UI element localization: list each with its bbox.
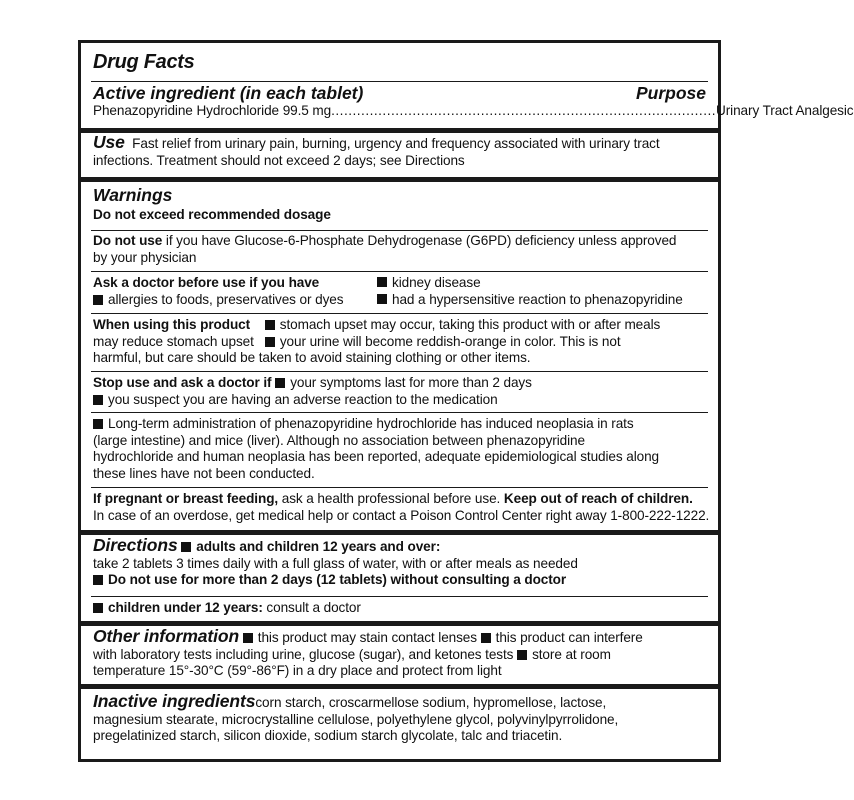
other-item-2a: this product can interfere	[495, 630, 643, 645]
active-ingredient-section	[81, 83, 854, 120]
when-item-1b: may reduce stomach upset	[93, 333, 254, 349]
children-block	[81, 600, 718, 617]
when-using-label: When using this product	[93, 317, 251, 332]
long-term-block	[81, 416, 718, 482]
other-item-3a: store at room	[532, 646, 611, 662]
drug-facts-title: Drug Facts	[93, 51, 195, 73]
inactive-line-3: pregelatinized starch, silicon dioxide, sodium starch glycolate, talc and triacetin.	[93, 728, 563, 744]
ask-item-allergies: allergies to foods, preservatives or dyes	[108, 291, 344, 307]
warnings-heading: Warnings	[93, 185, 173, 205]
divider	[91, 271, 708, 272]
bullet-icon	[481, 633, 491, 643]
bullet-icon	[377, 294, 387, 304]
other-info-section	[81, 628, 718, 680]
bullet-icon	[265, 320, 275, 330]
section-divider	[81, 177, 718, 182]
bullet-icon	[265, 337, 275, 347]
long-term-3: hydrochloride and human neoplasia has been reported, adequate epidemiological studies along	[93, 449, 660, 465]
directions-heading: Directions	[93, 535, 178, 555]
inactive-heading: Inactive ingredients	[93, 691, 256, 711]
bullet-icon	[93, 419, 103, 429]
use-text-1: Fast relief from urinary pain, burning, urgency and frequency associated with urinary tract	[132, 136, 660, 151]
stop-item-2: you suspect you are having an adverse reaction to the medication	[108, 391, 498, 407]
dosage-warning: Do not exceed recommended dosage	[93, 207, 331, 222]
active-ingredient-name: Phenazopyridine Hydrochloride 99.5 mg	[93, 103, 332, 118]
use-heading: Use	[93, 132, 125, 152]
section-divider	[81, 128, 718, 133]
inactive-line-2: magnesium stearate, microcrystalline cellulose, polyethylene glycol, polyvinylpyrrolidone,	[93, 711, 619, 727]
do-not-use-label: Do not use	[93, 233, 163, 248]
when-item-1a: stomach upset may occur, taking this product with or after meals	[279, 317, 661, 332]
when-item-2a: your urine will become reddish-orange in color. This is not	[279, 333, 621, 349]
divider	[91, 596, 708, 597]
do-not-use-text: if you have Glucose-6-Phosphate Dehydrogenase (G6PD) deficiency unless approved	[162, 233, 677, 248]
keep-out-reach: Keep out of reach of children.	[503, 491, 693, 506]
directions-section	[81, 537, 718, 589]
leader-dots: ..........................................................................................	[331, 103, 717, 118]
bullet-icon	[93, 295, 103, 305]
purpose-value: Urinary Tract Analgesic	[716, 103, 854, 118]
drug-facts-panel	[78, 40, 854, 762]
do-not-use-long: Do not use for more than 2 days (12 tablets) without consulting a doctor	[108, 572, 567, 588]
other-item-2b: with laboratory tests including urine, glucose (sugar), and ketones tests	[93, 646, 514, 662]
divider	[91, 412, 708, 413]
stop-item-1: your symptoms last for more than 2 days	[290, 375, 532, 390]
long-term-2: (large intestine) and mice (liver). Although no association between phenazopyridine	[93, 432, 585, 448]
use-section	[81, 134, 718, 169]
bullet-icon	[377, 277, 387, 287]
bullet-icon	[93, 395, 103, 405]
stop-use-label: Stop use and ask a doctor if	[93, 375, 272, 390]
ask-item-hypersensitive: had a hypersensitive reaction to phenazopyridine	[392, 291, 683, 307]
long-term-4: these lines have not been conducted.	[93, 465, 315, 481]
adults-label: adults and children 12 years and over:	[196, 539, 441, 554]
divider	[91, 313, 708, 314]
pregnant-block	[81, 491, 718, 524]
divider	[91, 81, 708, 82]
divider	[91, 371, 708, 372]
long-term-1: Long-term administration of phenazopyridine hydrochloride has induced neoplasia in rats	[108, 416, 634, 431]
do-not-use-block	[81, 233, 718, 266]
adults-text: take 2 tablets 3 times daily with a full glass of water, with or after meals as needed	[93, 555, 578, 571]
pregnant-text: ask a health professional before use.	[278, 491, 504, 506]
warnings-heading-block	[81, 185, 718, 224]
other-info-heading: Other information	[93, 626, 240, 646]
ask-doctor-block	[81, 275, 718, 308]
other-item-3b: temperature 15°-30°C (59°-86°F) in a dry place and protect from light	[93, 663, 502, 679]
bullet-icon	[181, 542, 191, 552]
ask-item-kidney: kidney disease	[392, 275, 481, 290]
divider	[91, 487, 708, 488]
purpose-heading: Purpose	[635, 83, 706, 103]
children-text: consult a doctor	[262, 600, 361, 615]
bullet-icon	[517, 650, 527, 660]
pregnant-label: If pregnant or breast feeding,	[93, 491, 279, 506]
overdose-text: In case of an overdose, get medical help or contact a Poison Control Center right away 1-800-222-1222.	[93, 507, 710, 523]
inactive-section	[81, 693, 718, 745]
stop-use-block	[81, 375, 718, 408]
when-using-block	[81, 317, 718, 367]
inactive-line-1: corn starch, croscarmellose sodium, hypromellose, lactose,	[255, 695, 607, 710]
bullet-icon	[93, 575, 103, 585]
when-item-2b: harmful, but care should be taken to avoid staining clothing or other items.	[93, 350, 531, 366]
divider	[91, 230, 708, 231]
children-label: children under 12 years:	[108, 600, 263, 615]
bullet-icon	[275, 378, 285, 388]
use-text-2: infections. Treatment should not exceed 2 days; see Directions	[93, 152, 465, 168]
ask-doctor-label: Ask a doctor before use if you have	[93, 275, 320, 290]
bullet-icon	[243, 633, 253, 643]
section-divider	[81, 684, 718, 689]
active-ingredient-heading: Active ingredient (in each tablet)	[93, 83, 364, 103]
do-not-use-text-2: by your physician	[93, 249, 197, 265]
bullet-icon	[93, 603, 103, 613]
other-item-1: this product may stain contact lenses	[257, 630, 477, 645]
